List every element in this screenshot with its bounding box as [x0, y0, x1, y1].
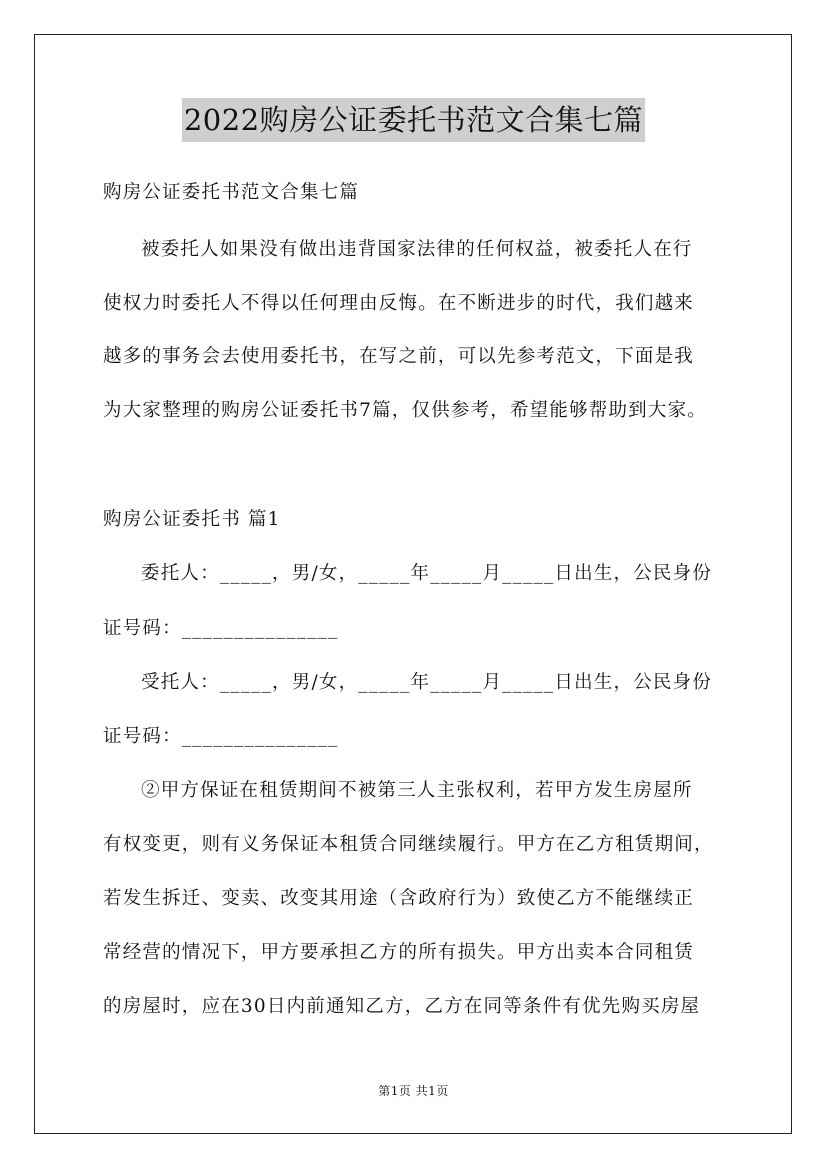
paragraph-line: 证号码：_______________ [103, 618, 339, 639]
paragraph-line: 的房屋时，应在30日内前通知乙方，乙方在同等条件有优先购买房屋 [103, 996, 701, 1017]
paragraph-line: 使权力时委托人不得以任何理由反悔。在不断进步的时代，我们越来 [103, 293, 695, 314]
paragraph-line: 为大家整理的购房公证委托书7篇，仅供参考，希望能够帮助到大家。 [103, 400, 707, 421]
paragraph-line: 委托人：_____，男/女，_____年_____月_____日出生，公民身份 [141, 563, 713, 584]
paragraph-line: 被委托人如果没有做出违背国家法律的任何权益，被委托人在行 [141, 239, 693, 260]
page-footer: 第1页 共1页 [378, 1084, 449, 1098]
paragraph-line: 若发生拆迁、变卖、改变其用途（含政府行为）致使乙方不能继续正 [103, 888, 695, 909]
paragraph-line: ②甲方保证在租赁期间不被第三人主张权利，若甲方发生房屋所 [141, 780, 693, 801]
section-heading: 购房公证委托书 篇1 [103, 509, 281, 530]
paragraph-line: 有权变更，则有义务保证本租赁合同继续履行。甲方在乙方租赁期间， [103, 834, 714, 855]
paragraph-line: 常经营的情况下，甲方要承担乙方的所有损失。甲方出卖本合同租赁 [103, 942, 695, 963]
title-container [0, 98, 827, 142]
paragraph-line: 证号码：_______________ [103, 726, 339, 747]
subtitle: 购房公证委托书范文合集七篇 [103, 182, 360, 203]
paragraph-line: 越多的事务会去使用委托书，在写之前，可以先参考范文，下面是我 [103, 346, 695, 367]
paragraph-line: 受托人：_____，男/女，_____年_____月_____日出生，公民身份 [141, 672, 713, 693]
document-title: 2022购房公证委托书范文合集七篇 [182, 98, 645, 142]
